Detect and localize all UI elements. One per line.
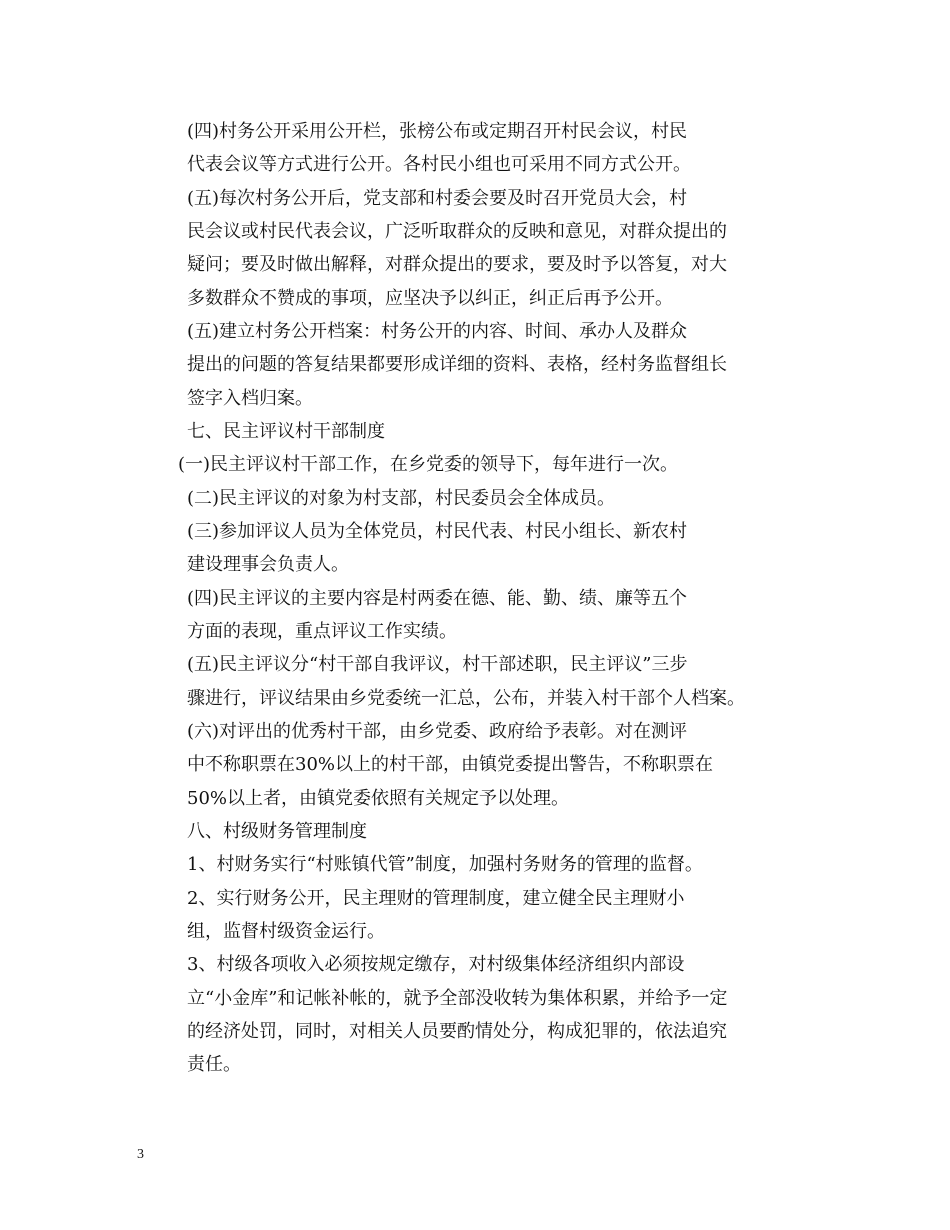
text-line-2: 代表会议等方式进行公开。各村民小组也可采用不同方式公开。	[187, 154, 691, 175]
text-line-27: 立“小金库”和记帐补帐的，就予全部没收转为集体积累，并给予一定	[187, 988, 728, 1009]
text-line-15: (四)民主评议的主要内容是村两委在德、能、勤、绩、廉等五个	[187, 588, 688, 609]
text-line-11: (一)民主评议村干部工作，在乡党委的领导下，每年进行一次。	[178, 454, 679, 475]
text-line-29: 责任。	[187, 1054, 241, 1075]
text-line-14: 建设理事会负责人。	[187, 554, 349, 575]
text-line-16: 方面的表现，重点评议工作实绩。	[187, 621, 457, 642]
text-line-13: (三)参加评议人员为全体党员，村民代表、村民小组长、新农村	[187, 521, 688, 542]
text-line-21: 50%以上者，由镇党委依照有关规定予以处理。	[187, 788, 570, 809]
text-line-12: (二)民主评议的对象为村支部，村民委员会全体成员。	[187, 488, 616, 509]
text-line-9: 签字入档归案。	[187, 388, 313, 409]
page-number: 3	[137, 1147, 144, 1162]
text-line-18: 骤进行，评议结果由乡党委统一汇总，公布，并装入村干部个人档案。	[187, 688, 745, 709]
text-line-5: 疑问；要及时做出解释，对群众提出的要求，要及时予以答复，对大	[187, 254, 727, 275]
text-line-19: (六)对评出的优秀村干部，由乡党委、政府给予表彰。对在测评	[187, 721, 688, 742]
text-line-3: (五)每次村务公开后，党支部和村委会要及时召开党员大会，村	[187, 188, 688, 209]
text-line-8: 提出的问题的答复结果都要形成详细的资料、表格，经村务监督组长	[187, 354, 727, 375]
text-line-20: 中不称职票在30%以上的村干部，由镇党委提出警告，不称职票在	[187, 754, 714, 775]
text-line-24: 2、实行财务公开，民主理财的管理制度，建立健全民主理财小	[187, 888, 685, 909]
section-heading-8: 八、村级财务管理制度	[187, 821, 367, 842]
text-line-17: (五)民主评议分“村干部自我评议，村干部述职，民主评议”三步	[187, 654, 688, 675]
text-line-25: 组，监督村级资金运行。	[187, 921, 385, 942]
section-heading-7: 七、民主评议村干部制度	[187, 421, 385, 442]
text-line-4: 民会议或村民代表会议，广泛听取群众的反映和意见，对群众提出的	[187, 221, 727, 242]
text-line-28: 的经济处罚，同时，对相关人员要酌情处分，构成犯罪的，依法追究	[187, 1021, 727, 1042]
text-line-1: (四)村务公开采用公开栏，张榜公布或定期召开村民会议，村民	[187, 121, 688, 142]
text-line-6: 多数群众不赞成的事项，应坚决予以纠正，纠正后再予公开。	[187, 288, 673, 309]
text-line-26: 3、村级各项收入必须按规定缴存，对村级集体经济组织内部设	[187, 954, 685, 975]
text-line-7: (五)建立村务公开档案：村务公开的内容、时间、承办人及群众	[187, 321, 688, 342]
text-line-23: 1、村财务实行“村账镇代管”制度，加强村务财务的管理的监督。	[187, 854, 703, 875]
